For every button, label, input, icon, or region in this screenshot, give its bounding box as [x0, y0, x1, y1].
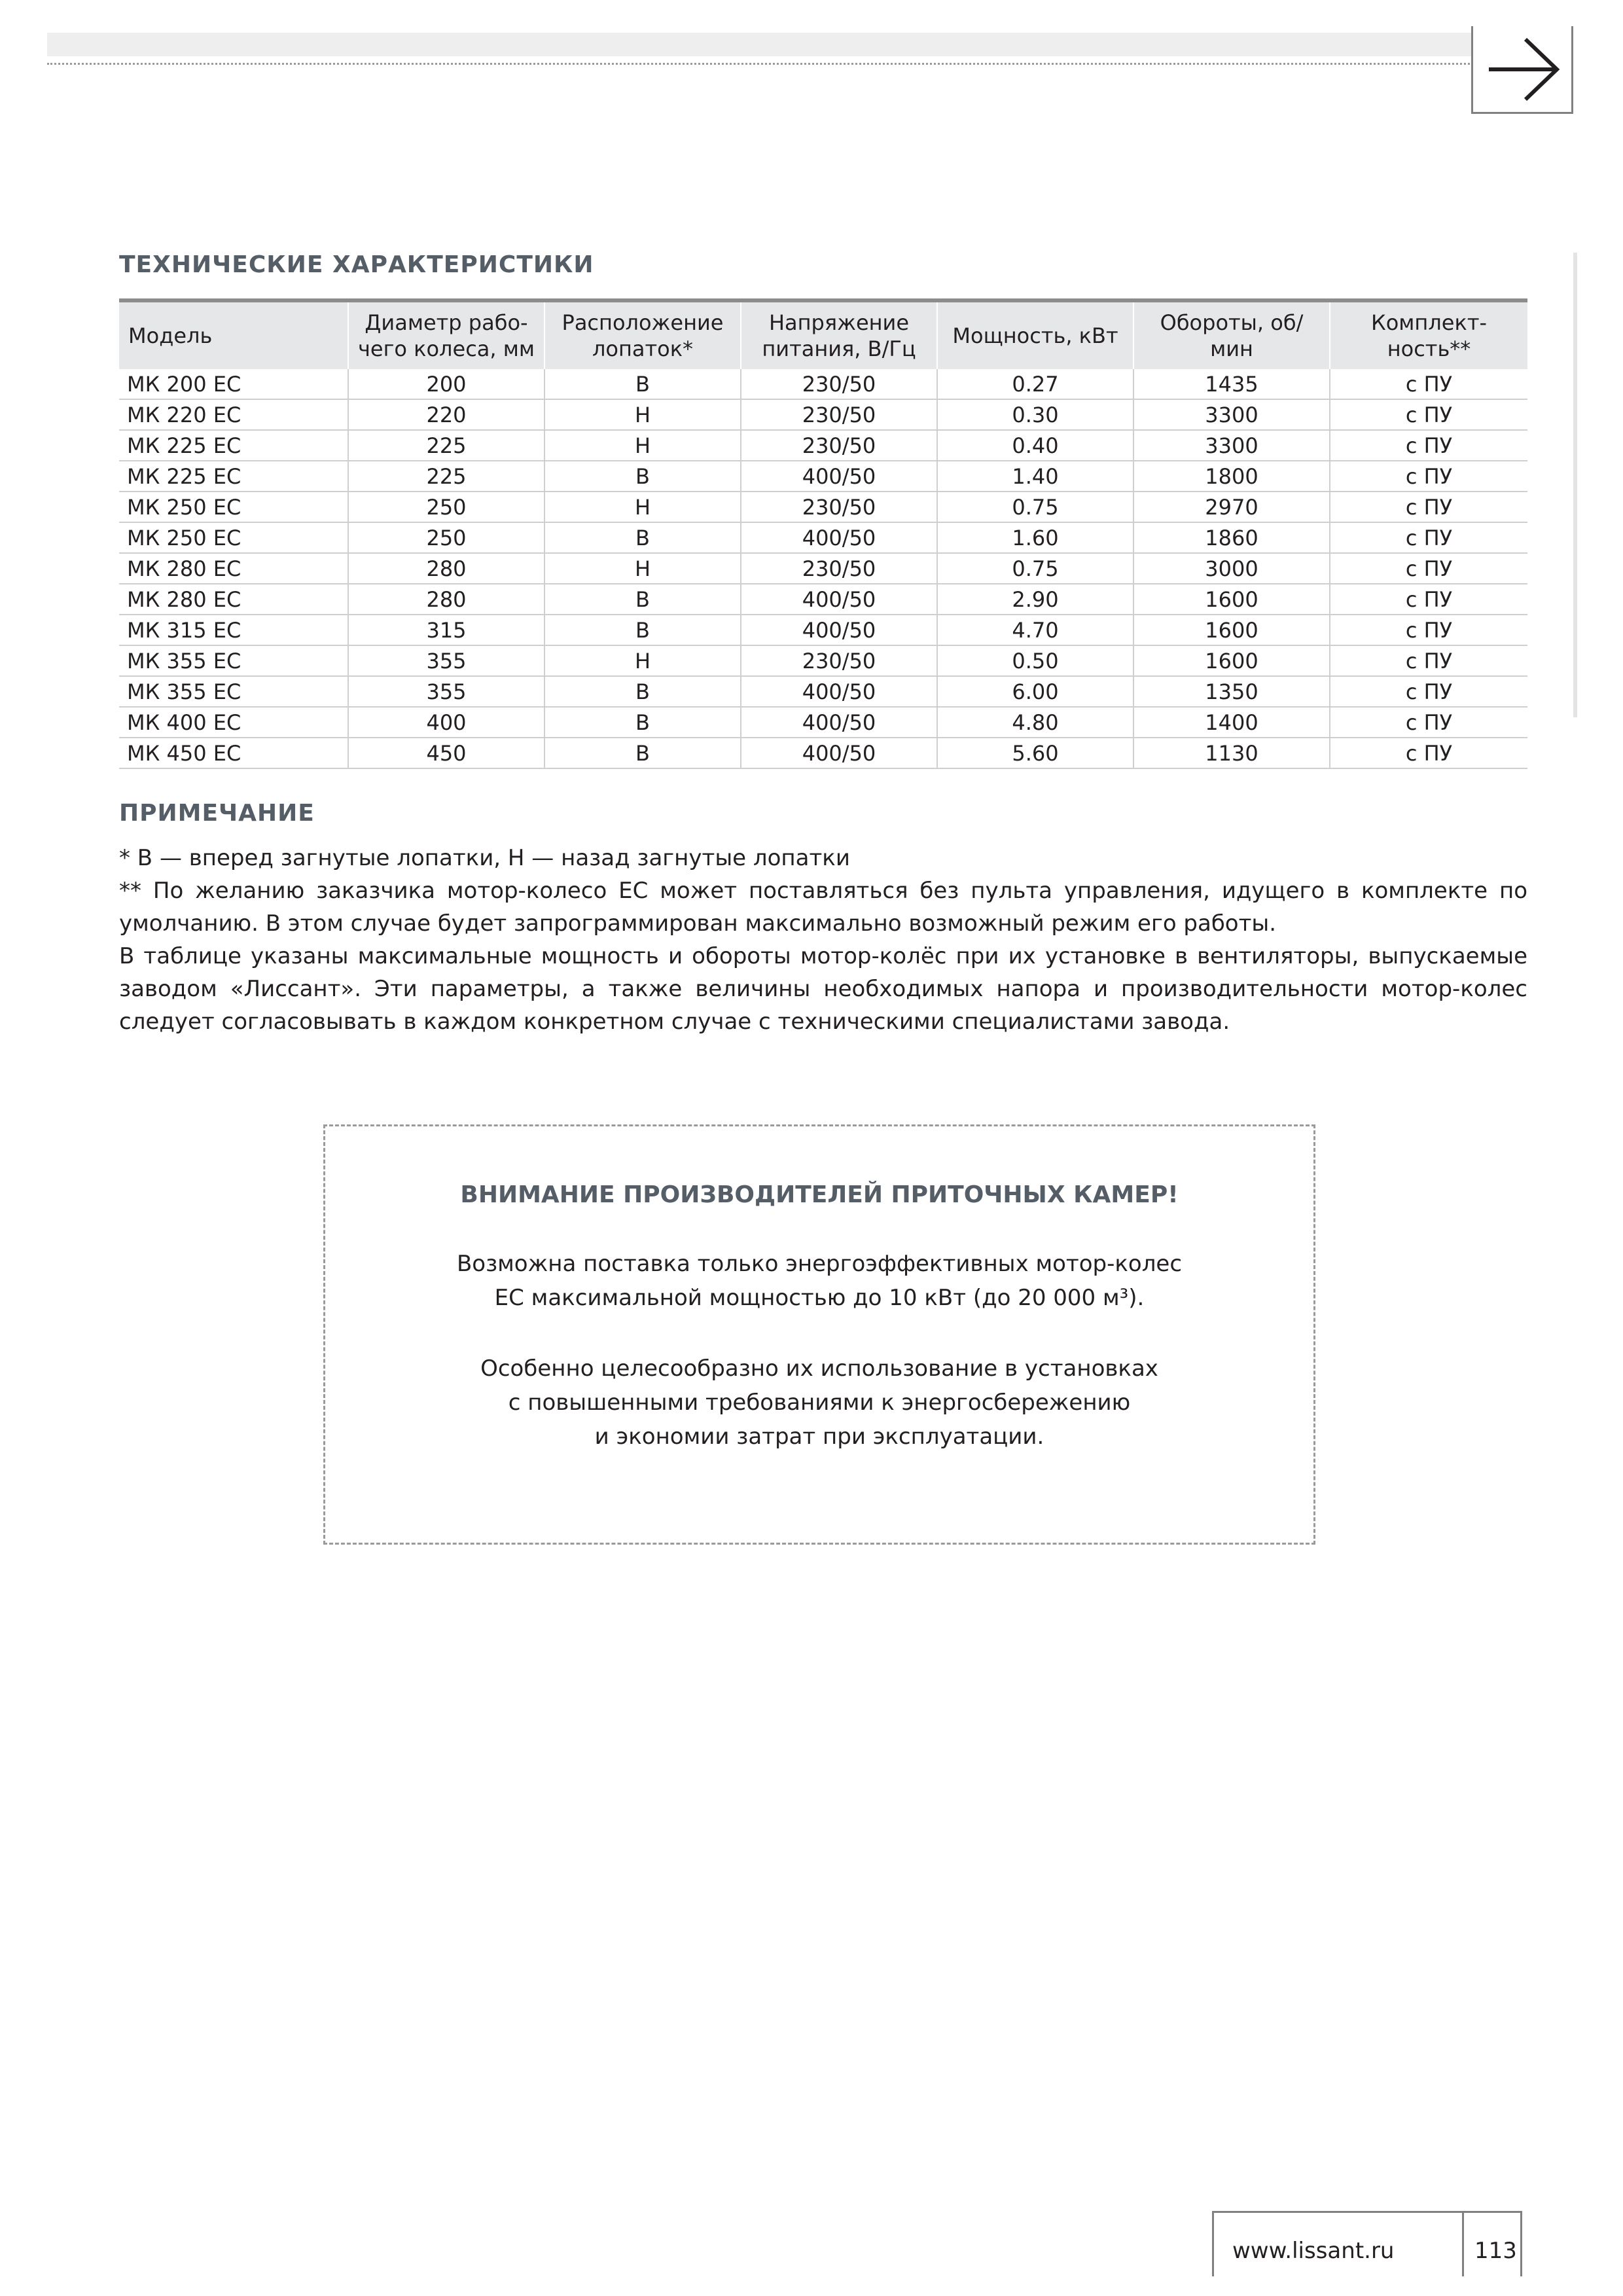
table-cell: с ПУ: [1330, 461, 1527, 492]
table-cell: 230/50: [741, 645, 937, 676]
table-header-cell: Расположение лопаток*: [544, 300, 741, 369]
table-cell: 1.40: [937, 461, 1133, 492]
table-cell: МК 280 ЕС: [119, 584, 348, 615]
note-line-3: В таблице указаны максимальные мощность и обороты мотор-колёс при их установке в вентиляторы, выпускаемые заводом «Лиссант». Эти параметры, а также величины необходимых напора и производительности мотор-колес следует согласовывать в каждом конкретном случае с техническими специалистами завода.: [119, 943, 1527, 1035]
table-cell: с ПУ: [1330, 738, 1527, 768]
notice-box: [323, 1124, 1315, 1545]
table-cell: 225: [348, 430, 544, 461]
table-cell: В: [544, 707, 741, 738]
table-cell: 230/50: [741, 553, 937, 584]
table-header-row: [119, 300, 1527, 369]
table-row: [119, 645, 1527, 676]
notice-title: ВНИМАНИЕ ПРОИЗВОДИТЕЛЕЙ ПРИТОЧНЫХ КАМЕР!: [460, 1181, 1179, 1208]
table-cell: с ПУ: [1330, 676, 1527, 707]
table-cell: 280: [348, 553, 544, 584]
arrow-right-icon: [1486, 35, 1562, 103]
header-dotted-line: [47, 63, 1474, 65]
table-header-cell: Мощность, кВт: [937, 300, 1133, 369]
table-cell: В: [544, 738, 741, 768]
table-cell: МК 450 ЕС: [119, 738, 348, 768]
table-cell: 0.27: [937, 369, 1133, 399]
table-row: [119, 553, 1527, 584]
table-cell: В: [544, 615, 741, 645]
table-header-cell: Напряжение питания, В/Гц: [741, 300, 937, 369]
table-cell: 230/50: [741, 369, 937, 399]
table-row: [119, 522, 1527, 553]
footer-site-link[interactable]: www.lissant.ru: [1212, 2211, 1462, 2276]
table-cell: 3300: [1133, 430, 1330, 461]
table-cell: 0.75: [937, 492, 1133, 522]
table-cell: В: [544, 584, 741, 615]
table-cell: Н: [544, 399, 741, 430]
table-cell: 400/50: [741, 461, 937, 492]
table-cell: МК 355 ЕС: [119, 645, 348, 676]
table-header-cell: Обороты, об/ мин: [1133, 300, 1330, 369]
table-cell: 280: [348, 584, 544, 615]
table-cell: 0.75: [937, 553, 1133, 584]
table-header-cell: Модель: [119, 300, 348, 369]
table-cell: В: [544, 461, 741, 492]
table-cell: 230/50: [741, 399, 937, 430]
table-cell: с ПУ: [1330, 615, 1527, 645]
table-cell: МК 250 ЕС: [119, 522, 348, 553]
table-cell: 355: [348, 645, 544, 676]
table-cell: МК 220 ЕС: [119, 399, 348, 430]
table-cell: 3300: [1133, 399, 1330, 430]
table-cell: 1600: [1133, 645, 1330, 676]
table-cell: 200: [348, 369, 544, 399]
notice-paragraph-1: Возможна поставка только энергоэффективных мотор-колес ЕС максимальной мощностью до 10 кВт (до 20 000 м³).: [456, 1251, 1183, 1311]
table-cell: 315: [348, 615, 544, 645]
table-row: [119, 676, 1527, 707]
table-cell: 1860: [1133, 522, 1330, 553]
table-cell: 400/50: [741, 615, 937, 645]
table-cell: 3000: [1133, 553, 1330, 584]
table-cell: с ПУ: [1330, 399, 1527, 430]
table-cell: 400/50: [741, 676, 937, 707]
table-cell: 6.00: [937, 676, 1133, 707]
table-cell: МК 200 ЕС: [119, 369, 348, 399]
table-row: [119, 461, 1527, 492]
notice-paragraph-2: Особенно целесообразно их использование в установках с повышенными требованиями к энергосбережению и экономии затрат при эксплуатации.: [480, 1355, 1158, 1450]
table-cell: 400: [348, 707, 544, 738]
table-cell: В: [544, 369, 741, 399]
header-bar: [47, 33, 1474, 56]
table-cell: с ПУ: [1330, 492, 1527, 522]
footer-page-number: 113: [1462, 2211, 1522, 2276]
table-cell: МК 225 ЕС: [119, 430, 348, 461]
table-cell: Н: [544, 553, 741, 584]
table-cell: 1435: [1133, 369, 1330, 399]
table-cell: Н: [544, 645, 741, 676]
side-marker: [1573, 253, 1577, 717]
table-cell: 1400: [1133, 707, 1330, 738]
table-cell: 400/50: [741, 707, 937, 738]
table-cell: 355: [348, 676, 544, 707]
table-cell: с ПУ: [1330, 707, 1527, 738]
table-header-cell: Комплект- ность**: [1330, 300, 1527, 369]
table-cell: 400/50: [741, 522, 937, 553]
table-row: [119, 399, 1527, 430]
table-cell: 250: [348, 492, 544, 522]
table-cell: 2970: [1133, 492, 1330, 522]
next-page-button[interactable]: [1471, 26, 1573, 114]
table-cell: МК 225 ЕС: [119, 461, 348, 492]
table-cell: 1130: [1133, 738, 1330, 768]
table-row: [119, 707, 1527, 738]
table-cell: В: [544, 676, 741, 707]
table-cell: 450: [348, 738, 544, 768]
table-cell: 250: [348, 522, 544, 553]
table-cell: 1600: [1133, 615, 1330, 645]
table-row: [119, 369, 1527, 399]
table-cell: с ПУ: [1330, 430, 1527, 461]
table-cell: В: [544, 522, 741, 553]
table-cell: 230/50: [741, 492, 937, 522]
specs-table: [119, 298, 1527, 769]
table-header-cell: Диаметр рабо- чего колеса, мм: [348, 300, 544, 369]
table-cell: 1.60: [937, 522, 1133, 553]
table-row: [119, 584, 1527, 615]
note-line-1: * В — вперед загнутые лопатки, Н — назад загнутые лопатки: [119, 845, 850, 871]
table-row: [119, 430, 1527, 461]
table-cell: 1800: [1133, 461, 1330, 492]
table-cell: 5.60: [937, 738, 1133, 768]
table-cell: 400/50: [741, 738, 937, 768]
table-cell: МК 315 ЕС: [119, 615, 348, 645]
table-cell: Н: [544, 430, 741, 461]
table-cell: 225: [348, 461, 544, 492]
notes: [119, 842, 1527, 1038]
table-body: [119, 369, 1527, 768]
table-cell: 1600: [1133, 584, 1330, 615]
table-cell: 4.80: [937, 707, 1133, 738]
table-cell: 0.40: [937, 430, 1133, 461]
table-cell: с ПУ: [1330, 645, 1527, 676]
specs-title: ТЕХНИЧЕСКИЕ ХАРАКТЕРИСТИКИ: [119, 251, 594, 278]
table-cell: 2.90: [937, 584, 1133, 615]
table-cell: МК 250 ЕС: [119, 492, 348, 522]
table-cell: с ПУ: [1330, 522, 1527, 553]
table-cell: 1350: [1133, 676, 1330, 707]
table-cell: 0.30: [937, 399, 1133, 430]
table-cell: 230/50: [741, 430, 937, 461]
table-cell: 0.50: [937, 645, 1133, 676]
note-line-2: ** По желанию заказчика мотор-колесо ЕС может поставляться без пульта управления, идущего в комплекте по умолчанию. В этом случае будет запрограммирован максимально возможный режим его работы.: [119, 878, 1527, 937]
table-row: [119, 738, 1527, 768]
table-row: [119, 615, 1527, 645]
table-cell: с ПУ: [1330, 369, 1527, 399]
table-cell: Н: [544, 492, 741, 522]
table-cell: с ПУ: [1330, 553, 1527, 584]
table-cell: с ПУ: [1330, 584, 1527, 615]
table-cell: МК 400 ЕС: [119, 707, 348, 738]
table-cell: 400/50: [741, 584, 937, 615]
table-row: [119, 492, 1527, 522]
table-cell: МК 280 ЕС: [119, 553, 348, 584]
note-title: ПРИМЕЧАНИЕ: [119, 800, 315, 827]
table-cell: МК 355 ЕС: [119, 676, 348, 707]
table-cell: 220: [348, 399, 544, 430]
table-cell: 4.70: [937, 615, 1133, 645]
